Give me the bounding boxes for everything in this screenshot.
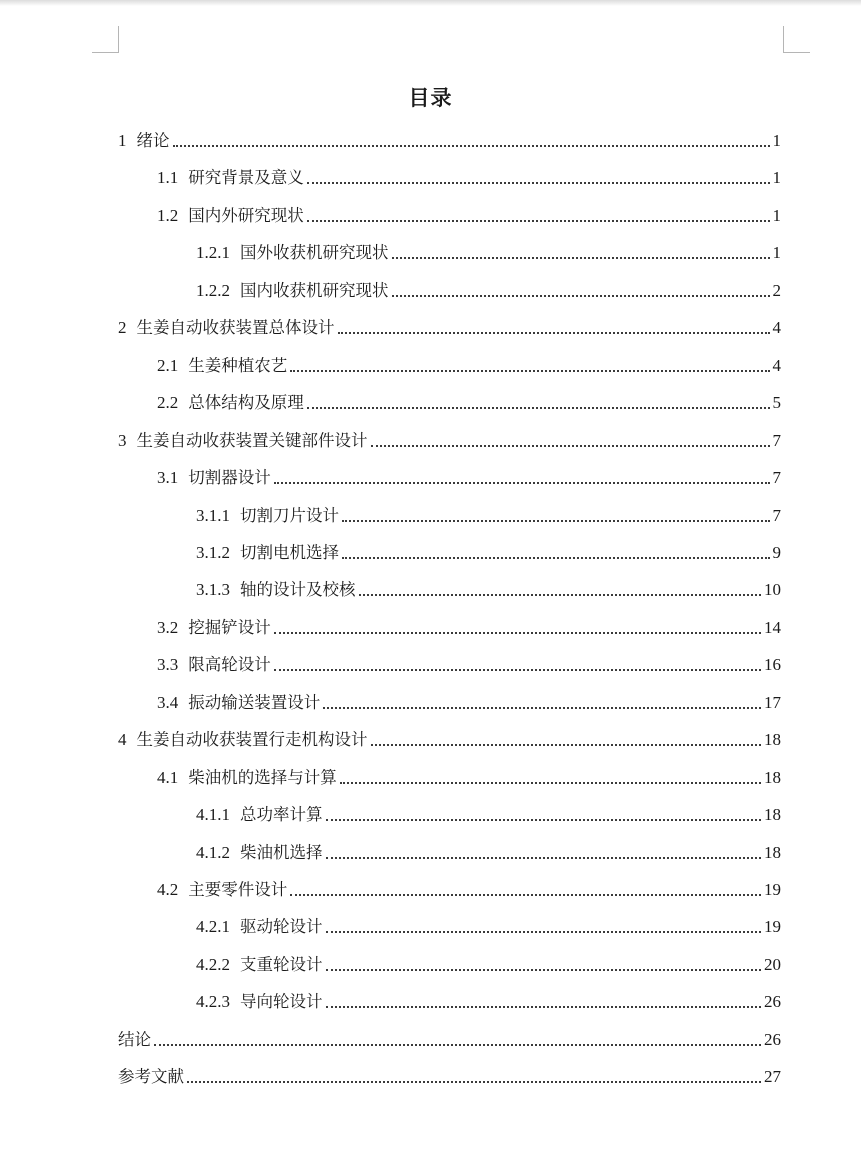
toc-entry-title: 柴油机的选择与计算 — [188, 767, 337, 787]
toc-entry-number: 2.1 — [157, 355, 179, 375]
toc-dot-leader — [371, 744, 762, 746]
toc-entry-number: 4.1 — [157, 767, 179, 787]
toc-entry[interactable] — [196, 906, 781, 938]
toc-entry[interactable] — [118, 307, 781, 339]
toc-entry[interactable] — [118, 120, 781, 152]
toc-entry-title: 挖掘铲设计 — [188, 617, 271, 637]
toc-entry-number: 3.3 — [157, 655, 179, 675]
toc-title: 目录 — [408, 86, 453, 110]
toc-dot-leader — [173, 145, 770, 147]
toc-dot-leader — [307, 182, 770, 184]
toc-entry-page: 7 — [772, 468, 781, 488]
toc-entry-number: 1.1 — [157, 168, 179, 188]
toc-entry-page: 14 — [764, 617, 781, 637]
toc-entry-number: 1.2.1 — [196, 243, 230, 263]
toc-entry-title: 国内收获机研究现状 — [240, 280, 389, 300]
toc-entry-title: 切割刀片设计 — [240, 505, 339, 525]
toc-entry-page: 1 — [772, 243, 781, 263]
toc-dot-leader — [290, 370, 769, 372]
toc-entry-number: 3.1 — [157, 468, 179, 488]
toc-entry-title: 绪论 — [136, 131, 170, 150]
toc-entry[interactable] — [157, 757, 781, 789]
toc-dot-leader — [342, 557, 770, 559]
toc-entry-page: 7 — [772, 505, 781, 525]
toc-entry-page: 9 — [772, 542, 781, 562]
toc-entry[interactable] — [118, 719, 781, 751]
toc-entry-page: 5 — [772, 393, 781, 413]
toc-entry-number: 3 — [118, 430, 127, 450]
toc-entry-page: 17 — [764, 692, 781, 712]
toc-entry-title: 国内外研究现状 — [188, 205, 304, 225]
toc-entry-page: 20 — [764, 954, 781, 974]
page-top-edge — [0, 0, 861, 6]
toc-entry-number: 1.2 — [157, 205, 179, 225]
toc-entry[interactable] — [118, 1019, 781, 1051]
toc-entry-number: 4.1.2 — [196, 842, 230, 862]
toc-dot-leader — [307, 220, 770, 222]
toc-dot-leader — [154, 1044, 761, 1046]
toc-entry-title: 导向轮设计 — [240, 992, 323, 1012]
toc-entry[interactable] — [196, 794, 781, 826]
toc-entry-title: 生姜种植农艺 — [188, 355, 288, 375]
crop-mark-top-left — [92, 26, 119, 53]
toc-entry[interactable] — [196, 532, 781, 564]
toc-entry-page: 2 — [772, 280, 781, 300]
toc-entry-number: 4.2.3 — [196, 992, 230, 1012]
toc-entry-page: 16 — [764, 655, 781, 675]
toc-entry-page: 26 — [764, 1029, 781, 1049]
toc-entry-number: 4.2 — [157, 880, 179, 899]
toc-dot-leader — [274, 669, 761, 671]
toc-entry-number: 2 — [118, 318, 127, 338]
toc-dot-leader — [371, 445, 770, 447]
toc-entry-title: 研究背景及意义 — [188, 168, 304, 188]
toc-entry-number: 3.4 — [157, 692, 179, 712]
toc-entry-title: 总体结构及原理 — [188, 393, 304, 413]
toc-entry[interactable] — [196, 832, 781, 864]
toc-entry-title: 国外收获机研究现状 — [240, 243, 389, 263]
toc-dot-leader — [274, 632, 761, 634]
toc-entry[interactable] — [157, 157, 781, 189]
toc-entry[interactable] — [157, 607, 781, 639]
toc-entry-title: 生姜自动收获装置关键部件设计 — [136, 430, 368, 450]
toc-entry[interactable] — [196, 232, 781, 264]
toc-entry[interactable] — [157, 682, 781, 714]
toc-entry[interactable] — [196, 495, 781, 527]
toc-entry-title: 限高轮设计 — [188, 655, 271, 675]
toc-entry[interactable] — [157, 457, 781, 489]
toc-entry-title: 切割电机选择 — [240, 542, 339, 562]
toc-dot-leader — [326, 931, 762, 933]
toc-entry-title: 总功率计算 — [240, 805, 323, 825]
toc-entry-page: 19 — [764, 917, 781, 937]
toc-entry-number: 2.2 — [157, 393, 179, 413]
toc-entry[interactable] — [157, 382, 781, 414]
toc-entry-page: 18 — [764, 730, 781, 750]
toc-entry-title: 切割器设计 — [188, 468, 271, 488]
toc-entry[interactable] — [118, 1056, 781, 1088]
toc-entry-title: 轴的设计及校核 — [240, 580, 356, 600]
toc-entry-page: 27 — [764, 1067, 781, 1087]
toc-entry-page: 18 — [764, 767, 781, 787]
toc-entry-number: 3.1.3 — [196, 580, 230, 600]
toc-dot-leader — [323, 707, 761, 709]
toc-dot-leader — [307, 407, 770, 409]
toc-entry-title: 支重轮设计 — [240, 954, 323, 974]
toc-entry-page: 18 — [764, 805, 781, 825]
toc-entry-number: 4.2.2 — [196, 954, 230, 974]
toc-dot-leader — [326, 969, 762, 971]
toc-entry[interactable] — [196, 569, 781, 601]
toc-entry-title: 结论 — [118, 1029, 151, 1049]
toc-dot-leader — [342, 520, 770, 522]
toc-entry-page: 26 — [764, 992, 781, 1012]
toc-dot-leader — [338, 332, 770, 334]
toc-dot-leader — [326, 1006, 762, 1008]
toc-dot-leader — [290, 894, 761, 896]
toc-entry-title: 参考文献 — [118, 1067, 184, 1087]
toc-dot-leader — [392, 257, 770, 259]
toc-dot-leader — [340, 782, 761, 784]
toc-entry[interactable] — [157, 644, 781, 676]
toc-entry-page: 18 — [764, 842, 781, 862]
toc-entry-page: 1 — [772, 168, 781, 188]
toc-entry-number: 4 — [118, 730, 127, 750]
toc-entry-title: 生姜自动收获装置行走机构设计 — [136, 730, 368, 750]
toc-entry-number: 4.2.1 — [196, 917, 230, 937]
toc-entry[interactable] — [196, 944, 781, 976]
crop-mark-top-right — [783, 26, 810, 53]
toc-dot-leader — [326, 857, 762, 859]
toc-entry-title: 柴油机选择 — [240, 842, 323, 862]
toc-entry[interactable] — [157, 195, 781, 227]
toc-entry-number: 3.2 — [157, 617, 179, 637]
toc-entry-page: 1 — [772, 205, 781, 225]
toc-entry-number: 1.2.2 — [196, 280, 230, 300]
toc-dot-leader — [274, 482, 770, 484]
toc-entry[interactable] — [157, 869, 781, 901]
toc-entry-page: 10 — [764, 580, 781, 600]
toc-dot-leader — [359, 594, 762, 596]
toc-entry-number: 3.1.2 — [196, 542, 230, 562]
toc-dot-leader — [326, 819, 762, 821]
toc-entry-title: 生姜自动收获装置总体设计 — [136, 318, 335, 338]
toc-entry[interactable] — [157, 345, 781, 377]
toc-entry-title: 主要零件设计 — [188, 880, 288, 899]
toc-entry[interactable] — [118, 420, 781, 452]
toc-entry-page: 1 — [772, 131, 781, 150]
toc-entry[interactable] — [196, 270, 781, 302]
toc-entry-page: 19 — [764, 880, 781, 899]
toc-entry-number: 4.1.1 — [196, 805, 230, 825]
toc-entry[interactable] — [196, 981, 781, 1013]
toc-entry-page: 4 — [772, 355, 781, 375]
toc-entry-number: 1 — [118, 131, 127, 150]
toc-entry-title: 驱动轮设计 — [240, 917, 323, 937]
toc-entry-page: 4 — [772, 318, 781, 338]
toc-dot-leader — [187, 1081, 761, 1083]
toc-entry-title: 振动输送装置设计 — [188, 692, 321, 712]
toc-dot-leader — [392, 295, 770, 297]
toc-entry-page: 7 — [772, 430, 781, 450]
toc-entry-number: 3.1.1 — [196, 505, 230, 525]
